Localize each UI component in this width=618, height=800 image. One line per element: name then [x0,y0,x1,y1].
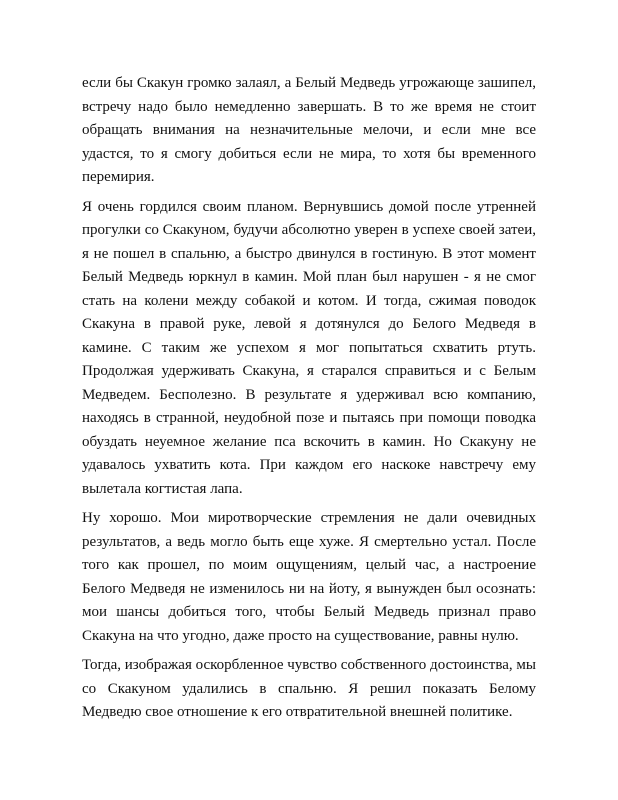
paragraph-3: Ну хорошо. Мои миротворческие стремления не дали очевидных результатов, а ведь могло быть еще хуже. Я смертельно устал. После того как прошел, по моим ощущениям, целый час, а настроение Белого Медведя не изменилось ни на йоту, я вынужден был осознать: мои шансы добиться того, чтобы Белый Медведь признал право Скакуна на что угодно, даже просто на существование, равны нулю. [82,510,536,644]
paragraph-4: Тогда, изображая оскорбленное чувство собственного достоинства, мы со Скакуном удалились в спальню. Я решил показать Белому Медведю свое отношение к его отвратительной внешней политике. [82,657,536,720]
paragraph-2: Я очень гордился своим планом. Вернувшись домой после утренней прогулки со Скакуном, будучи абсолютно уверен в успехе своей затеи, я не пошел в спальню, а быстро двинулся в гостиную. В этот момент Белый Медведь юркнул в камин. Мой план был нарушен - я не смог стать на колени между собакой и котом. И тогда, сжимая поводок Скакуна в правой руке, левой я дотянулся до Белого Медведя в камине. С таким же успехом я мог попытаться схватить ртуть. Продолжая удерживать Скакуна, я старался справиться и с Белым Медведем. Бесполезно. В результате я удерживал всю компанию, находясь в странной, неудобной позе и пытаясь при помощи поводка обуздать неуемное желание пса вскочить в камин. Но Скакуну не удавалось ухватить кота. При каждом его наскоке навстречу ему вылетала когтистая лапа. [82,198,536,497]
paragraph-1: если бы Скакун громко залаял, а Белый Медведь угрожающе зашипел, встречу надо было немедленно завершать. В то же время не стоит обращать внимания на незначительные мелочи, и если мне все удастся, то я смогу добиться если не мира, то хотя бы временного перемирия. [82,75,536,185]
